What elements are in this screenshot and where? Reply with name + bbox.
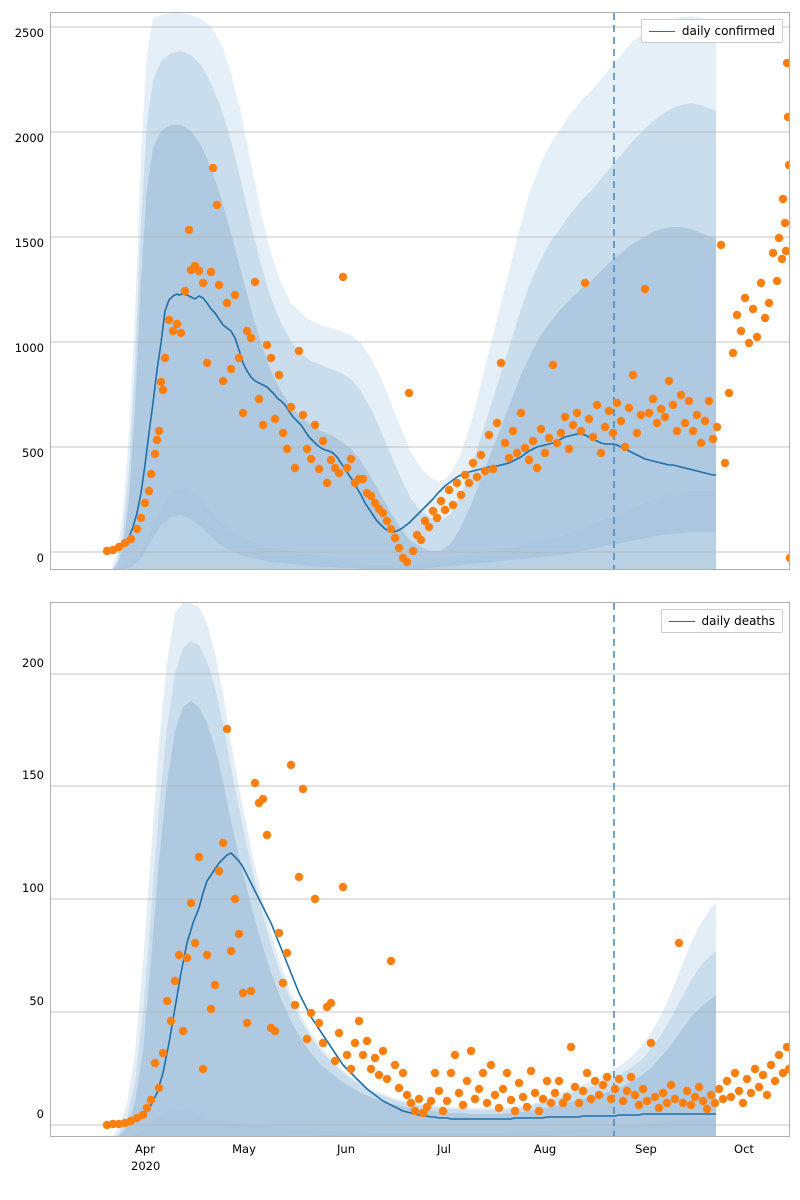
x-tick-label: Jun — [337, 1142, 355, 1156]
top-legend — [641, 19, 783, 43]
legend-label: daily confirmed — [681, 24, 775, 38]
y-tick-label: 0 — [36, 1107, 44, 1121]
y-tick-label: 50 — [29, 994, 44, 1008]
x-tick-label: May — [232, 1142, 256, 1156]
y-tick-label: 500 — [22, 446, 44, 460]
x-tick-label: Apr — [135, 1142, 155, 1156]
y-tick-label: 200 — [22, 656, 44, 670]
bottom-axes — [50, 602, 790, 1137]
top-axes — [50, 12, 790, 570]
y-tick-label: 150 — [22, 768, 44, 782]
x-axis-year-label: 2020 — [131, 1159, 161, 1173]
top-plot-svg — [51, 13, 790, 570]
y-tick-label: 1000 — [14, 341, 44, 355]
legend-line-swatch — [669, 621, 695, 622]
y-tick-label: 1500 — [14, 236, 44, 250]
x-tick-label: Jul — [437, 1142, 451, 1156]
y-tick-label: 2000 — [14, 131, 44, 145]
bottom-legend — [661, 609, 783, 633]
y-tick-label: 2500 — [14, 26, 44, 40]
bottom-plot-svg — [51, 603, 790, 1137]
x-tick-label: Sep — [635, 1142, 657, 1156]
top-panel — [0, 0, 800, 590]
y-tick-label: 100 — [22, 881, 44, 895]
legend-line-swatch — [649, 31, 675, 32]
y-tick-label: 0 — [36, 551, 44, 565]
x-tick-label: Oct — [734, 1142, 754, 1156]
bottom-panel — [0, 590, 800, 1200]
legend-label: daily deaths — [701, 614, 775, 628]
x-tick-label: Aug — [533, 1142, 557, 1156]
